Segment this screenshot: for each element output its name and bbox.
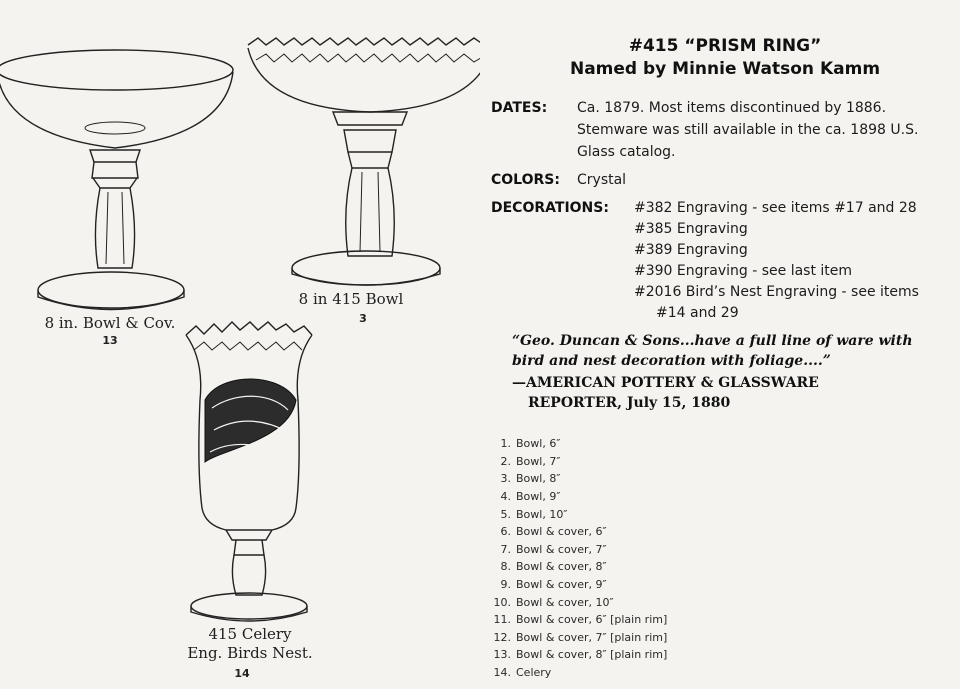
celery-caption-line2: Eng. Birds Nest.: [187, 644, 313, 662]
quote-line-2: bird and nest decoration with foliage....”: [512, 353, 831, 369]
colors-value: Crystal: [577, 172, 627, 188]
list-item: [488, 453, 788, 471]
quote-source: [512, 373, 942, 413]
decoration-line: #385 Engraving: [634, 221, 748, 237]
item-list: [488, 435, 788, 681]
decoration-line: #14 and 29: [656, 305, 739, 321]
item-text: Bowl, 10″: [516, 507, 568, 521]
decoration-line: #390 Engraving - see last item: [634, 263, 853, 279]
list-item: [488, 523, 788, 541]
decoration-line: #389 Engraving: [634, 242, 748, 258]
item-text: Bowl & cover, 7″ [plain rim]: [516, 630, 668, 644]
list-item: [488, 488, 788, 506]
list-item: [488, 611, 788, 629]
item-text: Bowl, 6″: [516, 437, 561, 451]
item-number: 5.: [500, 507, 511, 521]
dates-line-2: Stemware was still available in the ca. 1898 U.S.: [577, 122, 919, 138]
list-item: [488, 435, 788, 453]
item-text: Bowl & cover, 8″ [plain rim]: [516, 648, 668, 662]
celery-number: 14: [234, 667, 250, 680]
item-number: 14.: [493, 666, 511, 680]
page-subtitle: Named by Minnie Watson Kamm: [569, 59, 881, 79]
item-number: 8.: [500, 560, 511, 574]
item-number: 6.: [500, 525, 511, 539]
list-item: [488, 576, 788, 594]
item-text: Bowl, 7″: [516, 454, 561, 468]
item-text: Celery: [516, 666, 552, 680]
item-number: 13.: [493, 648, 511, 662]
list-item: [488, 470, 788, 488]
celery-drawing: [186, 322, 312, 621]
colors-label: COLORS:: [491, 172, 560, 188]
item-text: Bowl & cover, 6″ [plain rim]: [516, 613, 668, 627]
list-item: [488, 541, 788, 559]
item-text: Bowl & cover, 7″: [516, 542, 607, 556]
item-text: Bowl, 8″: [516, 472, 561, 486]
covered-bowl-number: 13: [102, 334, 118, 347]
dates-line-1: Ca. 1879. Most items discontinued by 1886.: [577, 100, 887, 116]
item-number: 4.: [500, 490, 511, 504]
item-number: 12.: [493, 630, 511, 644]
item-number: 2.: [500, 454, 511, 468]
bowl-8in-caption: 8 in 415 Bowl: [298, 290, 404, 308]
item-text: Bowl, 9″: [516, 490, 561, 504]
quote-line-1: “Geo. Duncan & Sons...have a full line of ware with: [512, 333, 913, 349]
quote-block: [512, 331, 942, 371]
list-item: [488, 593, 788, 611]
decoration-line: #382 Engraving - see items #17 and 28: [634, 200, 917, 216]
page-title: #415 “PRISM RING”: [628, 36, 822, 56]
list-item: [488, 646, 788, 664]
item-number: 7.: [500, 542, 511, 556]
item-number: 9.: [500, 578, 511, 592]
covered-bowl-caption: 8 in. Bowl & Cov.: [44, 314, 176, 332]
list-item: [488, 505, 788, 523]
bowl-8in-drawing: [248, 38, 480, 285]
dates-label: DATES:: [491, 100, 548, 116]
item-text: Bowl & cover, 8″: [516, 560, 607, 574]
quote-source-line-1: —AMERICAN POTTERY & GLASSWARE: [512, 375, 819, 391]
list-item: [488, 629, 788, 647]
item-text: Bowl & cover, 9″: [516, 578, 607, 592]
dates-line-3: Glass catalog.: [577, 144, 676, 160]
item-number: 11.: [493, 613, 511, 627]
item-number: 3.: [500, 472, 511, 486]
bowl-8in-number: 3: [359, 312, 367, 325]
item-text: Bowl & cover, 6″: [516, 525, 607, 539]
list-item: [488, 664, 788, 682]
celery-caption-line1: 415 Celery: [208, 625, 292, 643]
list-item: [488, 558, 788, 576]
item-number: 1.: [500, 437, 511, 451]
decoration-line: #2016 Bird’s Nest Engraving - see items: [634, 284, 919, 300]
decorations-label: DECORATIONS:: [491, 200, 609, 216]
quote-source-line-2: REPORTER, July 15, 1880: [528, 395, 731, 411]
item-number: 10.: [493, 595, 511, 609]
item-text: Bowl & cover, 10″: [516, 595, 614, 609]
covered-bowl-drawing: [0, 50, 233, 310]
